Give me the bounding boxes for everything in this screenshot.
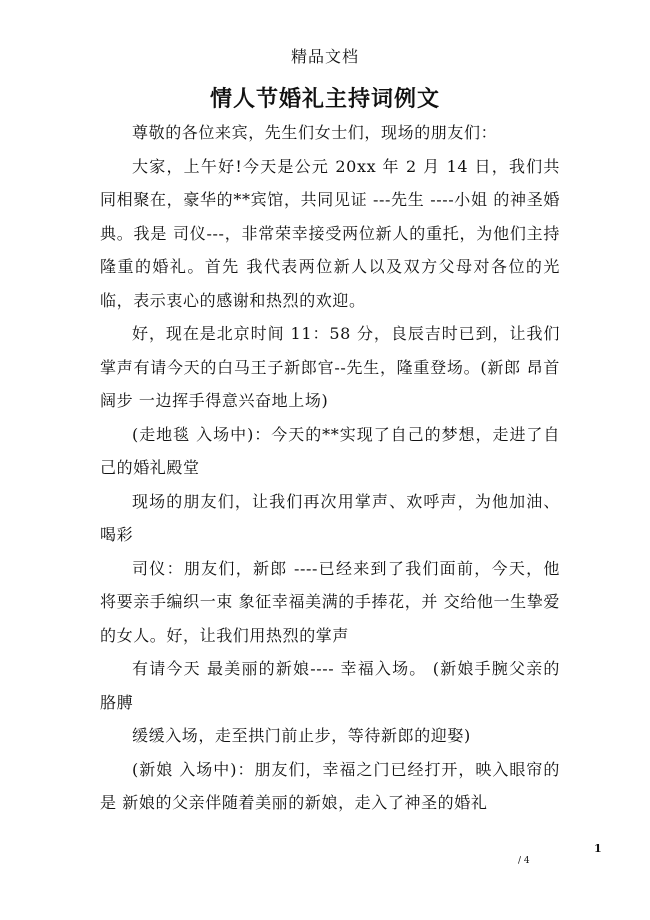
paragraph: 有请今天 最美丽的新娘---- 幸福入场。 (新娘手腕父亲的胳膊 xyxy=(100,659,560,712)
document-body xyxy=(100,116,560,820)
paragraph: 现场的朋友们，让我们再次用掌声、欢呼声，为他加油、喝彩 xyxy=(100,491,560,544)
paragraph: (新娘 入场中)：朋友们，幸福之门已经打开，映入眼帘的是 新娘的父亲伴随着美丽的新娘，走入了神圣的婚礼 xyxy=(100,759,560,812)
paragraph: 司仪：朋友们，新郎 ----已经来到了我们面前，今天，他将要亲手编织一束 象征幸福美满的手捧花，并 交给他一生挚爱的女人。好，让我们用热烈的掌声 xyxy=(100,558,560,645)
paragraph: 大家，上午好!今天是公元 20xx 年 2 月 14 日，我们共同相聚在，豪华的**宾馆，共同见证 ---先生 ----小姐 的神圣婚典。我是 司仪---，非常荣幸接受两位新人的重托，为他们主持隆重的婚礼。首先 我代表两位新人以及双方父母对各位的光临，表示衷心的感谢和热烈的欢迎。 xyxy=(100,156,560,310)
paragraph: 缓缓入场，走至拱门前止步，等待新郎的迎娶) xyxy=(132,726,471,745)
paragraph: (走地毯 入场中)：今天的**实现了自己的梦想，走进了自己的婚礼殿堂 xyxy=(100,424,560,477)
document-title: 情人节婚礼主持词例文 xyxy=(209,87,440,112)
paragraph: 尊敬的各位来宾，先生们女士们，现场的朋友们： xyxy=(132,123,498,142)
page-number: 1 xyxy=(594,842,602,855)
page-header: 精品文档 xyxy=(290,47,359,66)
page-total: / 4 xyxy=(518,856,530,866)
paragraph: 好，现在是北京时间 11：58 分，良辰吉时已到，让我们掌声有请今天的白马王子新郎官--先生，隆重登场。(新郎 昂首阔步 一边挥手得意兴奋地上场) xyxy=(100,324,560,410)
